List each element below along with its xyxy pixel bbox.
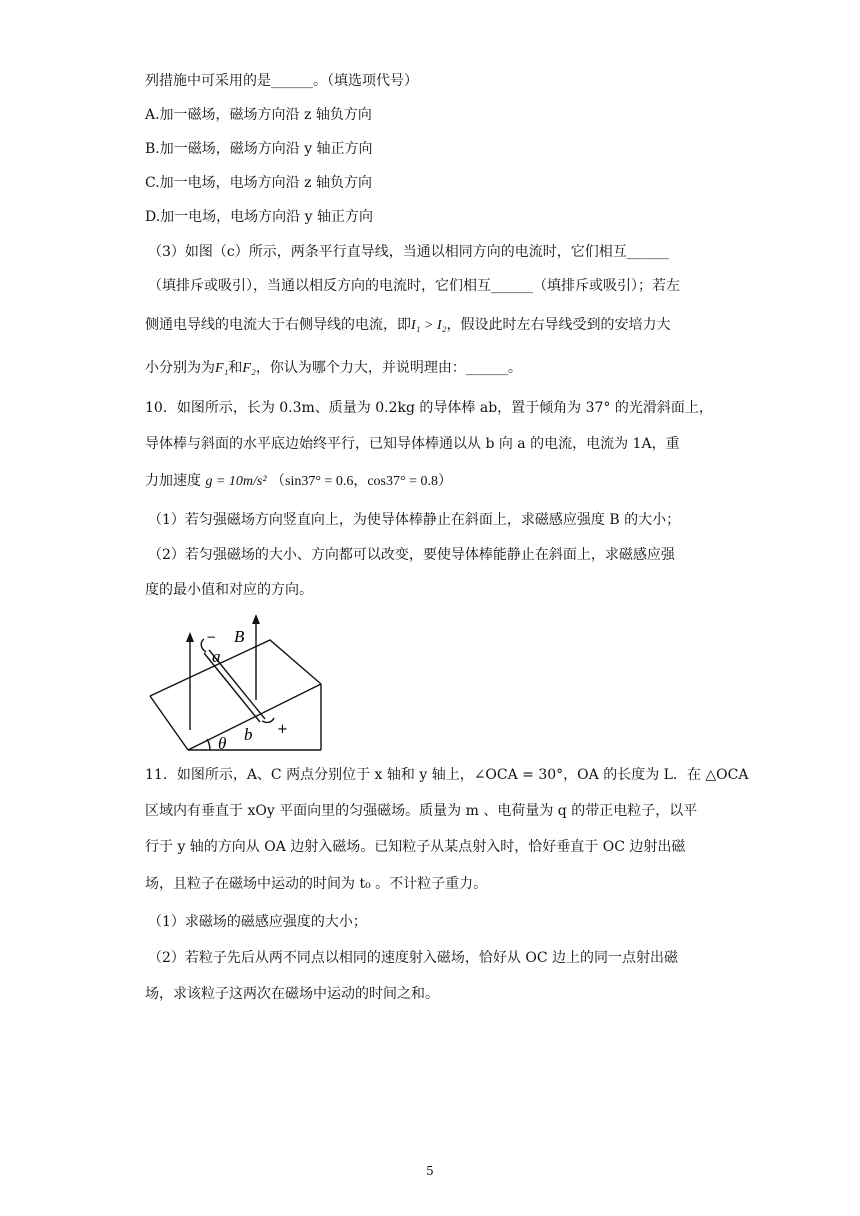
q10-sub2-line1: （2）若匀强磁场的大小、方向都可以改变，要使导体棒能静止在斜面上，求磁感应强 [148,547,675,563]
q9-part3-line4b: ，你认为哪个力大，并说明理由：______。 [255,360,522,376]
q10-incline-figure [140,612,340,757]
q9-part3-line3 [145,315,671,336]
q11-line3: 行于 y 轴的方向从 OA 边射入磁场。已知粒子从某点射入时，恰好垂直于 OC 边射出磁 [145,839,686,855]
q10-sub2-line2: 度的最小值和对应的方向。 [145,582,313,598]
q9-part3-line1: （3）如图（c）所示，两条平行直导线，当通以相同方向的电流时，它们相互______ [148,244,669,260]
incline-back-bottom [150,696,188,750]
q10-line2: 导体棒与斜面的水平底边始终平行，已知导体棒通以从 b 向 a 的电流，电流为 1A，重 [145,436,680,452]
label-theta: θ [218,734,227,753]
q10-sub1: （1）若匀强磁场方向竖直向上，为使导体棒静止在斜面上，求磁感应强度 B 的大小； [148,512,681,528]
q9-part3-line3b: ，假设此时左右导线受到的安培力大 [446,317,671,333]
q10-line1: 10．如图所示，长为 0.3m、质量为 0.2kg 的导体棒 ab，置于倾角为 37° 的光滑斜面上， [145,400,713,416]
q10-gravity: g = 10m/s² [205,474,267,489]
q9-current-inequality: I₁ > I₂ [411,318,447,333]
incline-top-edge [150,640,321,696]
q9-force-f2: F₂ [242,361,256,376]
q10-line3a: 力加速度 [145,473,201,489]
q9-option-a: A.加一磁场，磁场方向沿 z 轴负方向 [145,107,372,123]
q9-option-b: B.加一磁场，磁场方向沿 y 轴正方向 [145,141,373,157]
wire-b [262,718,274,722]
q11-line4: 场，且粒子在磁场中运动的时间为 t₀ 。不计粒子重力。 [145,876,488,892]
q11-sub2-line1: （2）若粒子先后从两不同点以相同的速度射入磁场，恰好从 OC 边上的同一点射出磁 [148,950,678,966]
q9-part3-line2: （填排斥或吸引），当通以相反方向的电流时，它们相互______（填排斥或吸引）；若左 [148,278,680,294]
q10-line3b: （sin37° = 0.6，cos37° = 0.8） [271,474,452,489]
angle-arc [207,739,210,750]
q11-line2: 区域内有垂直于 xOy 平面向里的匀强磁场。质量为 m 、电荷量为 q 的带正电粒子，以平 [145,803,698,819]
q9-part3-line4a: 小分别为为 [145,360,215,376]
q9-force-f1: F₁ [215,361,229,376]
q9-part3-line3a: 侧通电导线的电流大于右侧导线的电流，即 [145,317,411,333]
q9-option-d: D.加一电场，电场方向沿 y 轴正方向 [145,209,373,225]
label-plus: + [277,722,288,737]
label-b: b [244,725,253,744]
q9-part3-line4 [145,358,522,379]
page-number: 5 [426,1164,434,1178]
q9-intro: 列措施中可采用的是______。（填选项代号） [145,73,418,89]
label-B: B [234,627,245,646]
q10-line3 [145,471,452,492]
label-minus: − [206,630,217,644]
label-a: a [212,647,221,666]
q11-sub1: （1）求磁场的磁感应强度的大小； [148,914,367,930]
field-arrow-right-head [252,614,260,624]
q11-sub2-line2: 场，求该粒子这两次在磁场中运动的时间之和。 [145,986,439,1002]
field-arrow-left-head [186,632,194,642]
q9-option-c: C.加一电场，电场方向沿 z 轴负方向 [145,175,372,191]
q9-part3-and: 和 [228,360,243,376]
q11-line1: 11．如图所示，A、C 两点分别位于 x 轴和 y 轴上，∠OCA = 30°，OA 的长度为 L．在 △OCA [145,767,749,783]
